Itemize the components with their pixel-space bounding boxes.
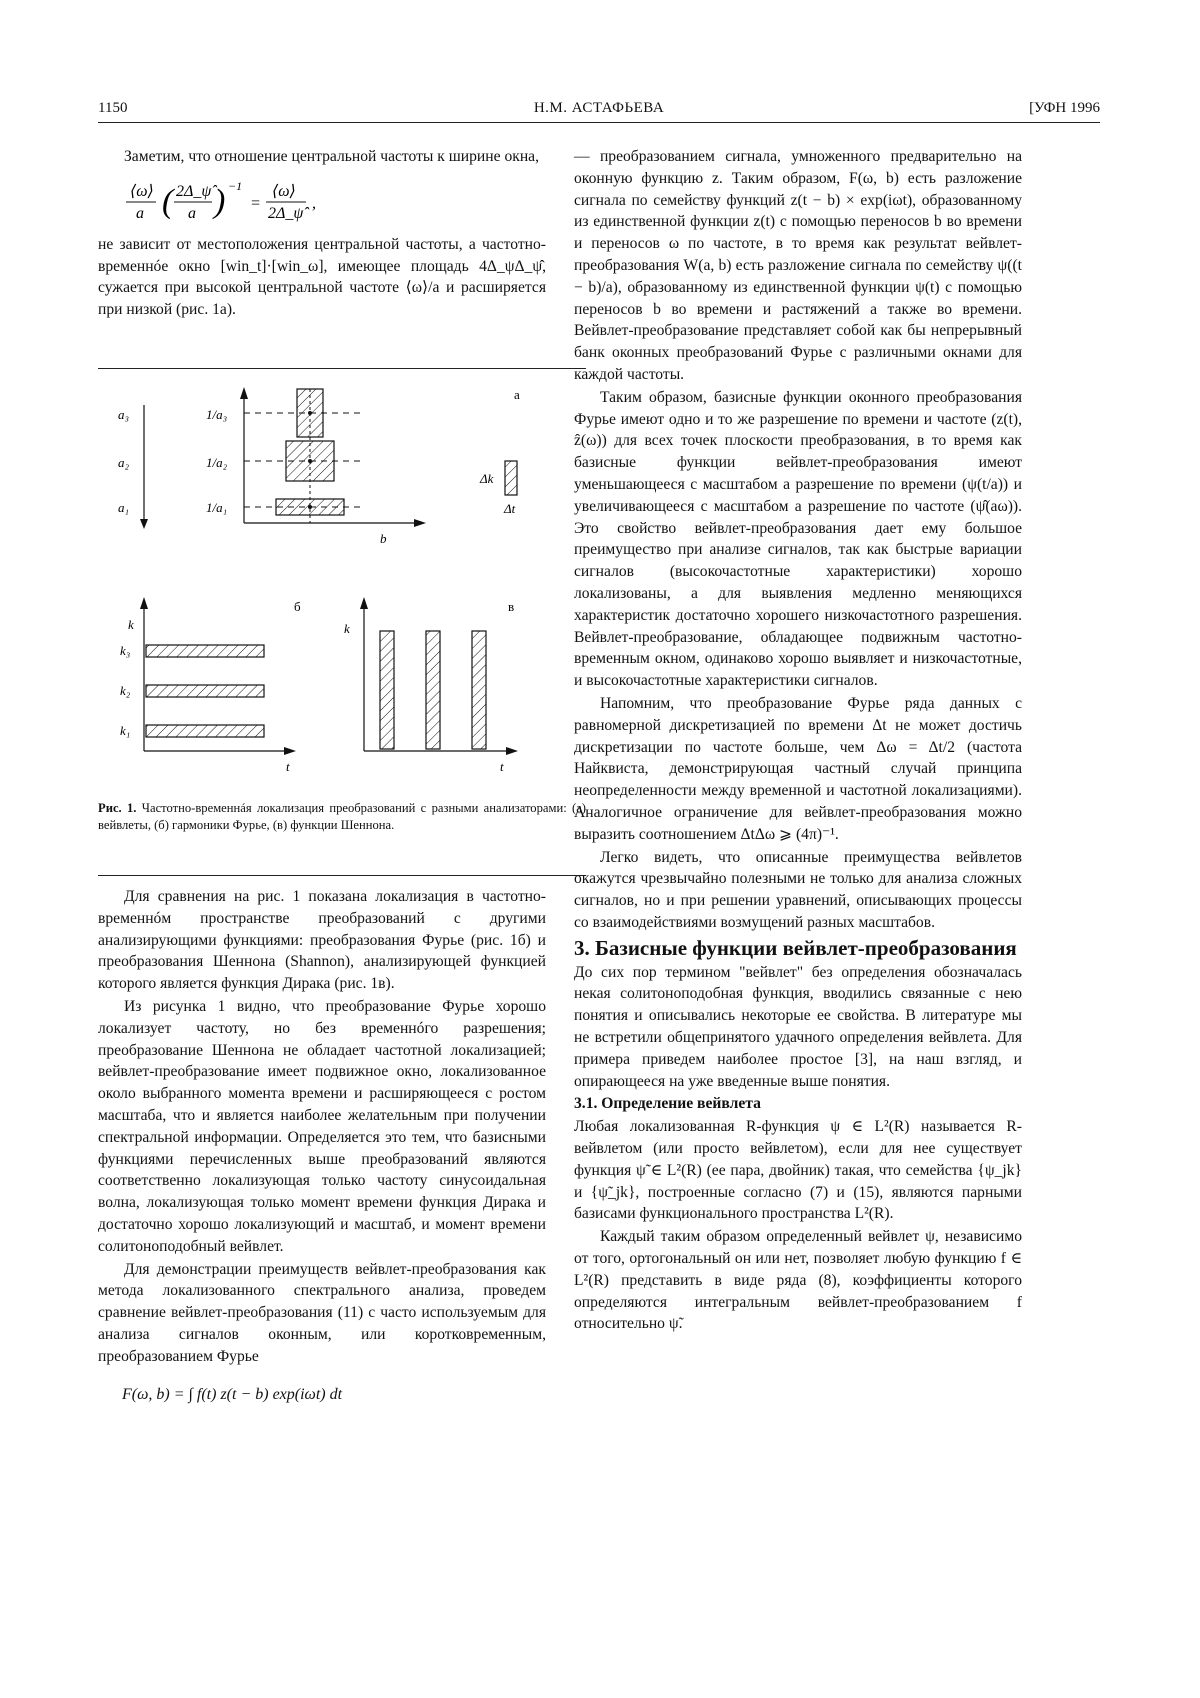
inv-a1-label: 1/a₁ xyxy=(206,500,228,515)
f1-lhs-num: ⟨ω⟩ xyxy=(130,182,154,200)
left-paragraph-3: Для сравнения на рис. 1 показана локализация в частотно-временнóм пространстве преобразований с другими анализирующими функциями: преобразования Фурье (рис. 1б) и преобразования Шеннона (Shannon), анализирующей функцией которого является функция Дирака (рис. 1в). xyxy=(98,888,546,993)
b-k-label: k xyxy=(128,617,134,632)
shannon-strip-2 xyxy=(426,631,440,749)
caption-label: Рис. 1. xyxy=(98,801,137,815)
panel-a-label: а xyxy=(514,387,520,402)
scale-axis-arrow xyxy=(140,519,148,529)
right-paragraph-4: Легко видеть, что описанные преимущества вейвлетов окажутся чрезвычайно полезными не только для анализа сложных сигналов, но и при решении уравнений, описывающих процессы со взаимодействиями возмущений разных масштабов. xyxy=(574,848,1022,931)
left-paragraph-4: Из рисунка 1 видно, что преобразование Фурье хорошо локализует частоту, но без временнóго разрешения; преобразование Шеннона не обладает частотной локализацией; вейвлет-преобразование имеет подвижное окно, локализованное около выбранного момента времени и расширяющееся с ростом масштаба, что и является наиболее желательным при получении спектральной информации. Определяется это тем, что базисными функциями перечисленных выше преобразований являются соответственно локализующая только частоту синусоидальная волна, локализующая только момент времени функция Дирака и достаточно хорошо локализующий и масштаб, и момент времени солитоноподобный вейвлет. xyxy=(98,997,546,1255)
center-a1 xyxy=(308,505,312,509)
k2-label: k₂ xyxy=(120,683,131,698)
subsection-3-1-heading: 3.1. Определение вейвлета xyxy=(574,1095,761,1113)
f1-rhs-den: 2Δ_ψ̂ xyxy=(268,204,304,222)
c-t-label: t xyxy=(500,759,504,774)
panel-b-label: б xyxy=(294,599,301,614)
right-paragraph-6: Любая локализованная R-функция ψ ∈ L²(R) называется R-вейвлетом (или просто вейвлетом), если для нее существует функция ψ̃ ∈ L²(R) (ее пара, двойник) такая, что семейства {ψ_jk} и {ψ̃_jk}, построенные согласно (7) и (15), являются парными базисами функционального пространства L²(R). xyxy=(574,1118,1022,1223)
f1-lhs-den: a xyxy=(136,204,144,222)
panel-c-label: в xyxy=(508,599,515,614)
page-header xyxy=(98,100,1100,123)
a1-label: a₁ xyxy=(118,500,130,515)
right-paragraph-1: — преобразованием сигнала, умноженного предварительно на оконную функцию z. Таким образом, F(ω, b) есть разложение сигнала по семейству функций z(t − b) × exp(iωt), образованному из единственной функции z(t) с помощью переносов b во времени и переносов ω по частоте, в то время как результат вейвлет-преобразования W(a, b) есть разложение сигнала по семейству ψ((t − b)/a), образованному из единственной функции ψ(t) с помощью переносов b во времени и растяжений a также во времени. Вейвлет-преобразование представляет собой как бы непрерывный банк оконных преобразований Фурье с различными окнами для каждой частоты. xyxy=(574,148,1022,383)
freq-axis-arrow xyxy=(240,387,248,399)
f1-exponent: −1 xyxy=(228,178,243,193)
right-paragraph-5: До сих пор термином "вейвлет" без определения обозначалась некая солитоноподобная функция, вводились связанные с нею понятия и описывались некоторые ее свойства. В литературе мы не встретили общепринятого удачного определения вейвлета. Для примера приведем наиболее простое [3], на наш взгляд, и опирающееся на уже введенные выше понятия. xyxy=(574,963,1022,1090)
f1-inner-den: a xyxy=(188,204,196,222)
f1-tail: , xyxy=(312,194,316,212)
a3-label: a₃ xyxy=(118,407,130,422)
figure-caption xyxy=(98,800,586,834)
a2-label: a₂ xyxy=(118,455,130,470)
right-paragraph-3: Напомним, что преобразование Фурье ряда данных с равномерной дискретизацией по времени Δt не может достичь дискретизации по частоте больше, чем Δω = Δt/2 (частота Найквиста, демонстрирующая частный случай принципа неопределенности между временной и частотной локализациями). Аналогичное ограничение для вейвлет-преобразования можно выразить соотношением ΔtΔω ⩾ (4π)⁻¹. xyxy=(574,694,1022,843)
c-t-arrow xyxy=(506,747,518,755)
caption-text: Частотно-временнáя локализация преобразований с разными анализаторами: (а) вейвлеты, (б) гармоники Фурье, (в) функции Шеннона. xyxy=(98,801,587,832)
window-legend xyxy=(505,461,517,495)
inv-a2-label: 1/a₂ xyxy=(206,455,228,470)
f1-paren-open: ( xyxy=(162,182,174,220)
left-column-top xyxy=(98,146,546,321)
b-k-arrow xyxy=(140,597,148,609)
running-author: Н.М. АСТАФЬЕВА xyxy=(533,100,665,116)
right-paragraph-2: Таким образом, базисные функции оконного преобразования Фурье имеют одно и то же разрешение по времени и частоте (z(t), ẑ(ω)) для всех точек плоскости преобразования, в то время как базисные функции вейвлет-преобразования имеют уменьшающееся с масштабом a разрешение по времени (ψ(t/a)) и увеличивающееся с масштабом a разрешение по частоте (ψ̂(aω)). Это свойство вейвлет-преобразования дает ему большое преимущество при анализе сигналов, так как быстрые вариации сигналов (высокочастотные характеристики) хорошо локализованы, а для выявления медленно меняющихся характеристик достаточно хорошего низкочастотного разрешения. Вейвлет-преобразование, обладающее подвижным частотно-временным окном, одинаково хорошо выявляет и низкочастотные, и высокочастотные характеристики сигналов. xyxy=(574,388,1022,690)
b-t-arrow xyxy=(284,747,296,755)
shannon-strip-3 xyxy=(472,631,486,749)
fourier-band-k1 xyxy=(146,725,264,737)
k3-label: k₃ xyxy=(120,643,131,658)
formula-ratio-svg xyxy=(120,176,420,224)
f1-inner-num: 2Δ_ψ̂ xyxy=(176,182,212,200)
fourier-band-k2 xyxy=(146,685,264,697)
k1-label: k₁ xyxy=(120,723,131,738)
dk-label: Δk xyxy=(480,471,494,486)
fourier-band-k3 xyxy=(146,645,264,657)
formula-ratio xyxy=(120,176,546,224)
inv-a3-label: 1/a₃ xyxy=(206,407,228,422)
section-3-heading: 3. Базисные функции вейвлет-преобразования xyxy=(574,935,1017,960)
page-number: 1150 xyxy=(98,100,128,116)
center-a2 xyxy=(308,459,312,463)
journal-reference: [УФН 1996 xyxy=(1029,100,1100,116)
b-axis-label: b xyxy=(380,531,387,546)
f1-equals: = xyxy=(250,194,261,212)
dt-label: Δt xyxy=(504,501,516,516)
center-a3 xyxy=(308,411,312,415)
formula-windowed-fourier: F(ω, b) = ∫ f(t) z(t − b) exp(iωt) dt xyxy=(122,1385,343,1403)
figure-1-diagram xyxy=(98,369,586,799)
shannon-strip-1 xyxy=(380,631,394,749)
c-k-arrow xyxy=(360,597,368,609)
left-column-bottom xyxy=(98,886,546,1420)
f1-paren-close: ) xyxy=(214,182,226,220)
f1-rhs-num: ⟨ω⟩ xyxy=(272,182,296,200)
left-paragraph-2: не зависит от местоположения центральной частоты, а частотно-временнóе окно [win_t]·[win_ω], имеющее площадь 4Δ_ψΔ_ψ̂, сужается при высокой центральной частоте ⟨ω⟩/a и расширяется при низкой (рис. 1а). xyxy=(98,235,546,319)
time-axis-arrow xyxy=(414,519,426,527)
right-column xyxy=(574,146,1022,1335)
left-paragraph-1: Заметим, что отношение центральной частоты к ширине окна, xyxy=(124,148,539,165)
c-k-label: k xyxy=(344,621,350,636)
b-t-label: t xyxy=(286,759,290,774)
right-paragraph-7: Каждый таким образом определенный вейвлет ψ, независимо от того, ортогональный он или нет, позволяет любую функцию f ∈ L²(R) представить в виде ряда (8), коэффициенты которого определяются интегральным вейвлет-преобразованием f относительно ψ̃. xyxy=(574,1228,1022,1333)
left-paragraph-5: Для демонстрации преимуществ вейвлет-преобразования как метода локализованного спектрального анализа, проведем сравнение вейвлет-преобразования (11) с часто используемым для анализа сигналов оконным, или коротковременным, преобразованием Фурье xyxy=(98,1260,546,1365)
